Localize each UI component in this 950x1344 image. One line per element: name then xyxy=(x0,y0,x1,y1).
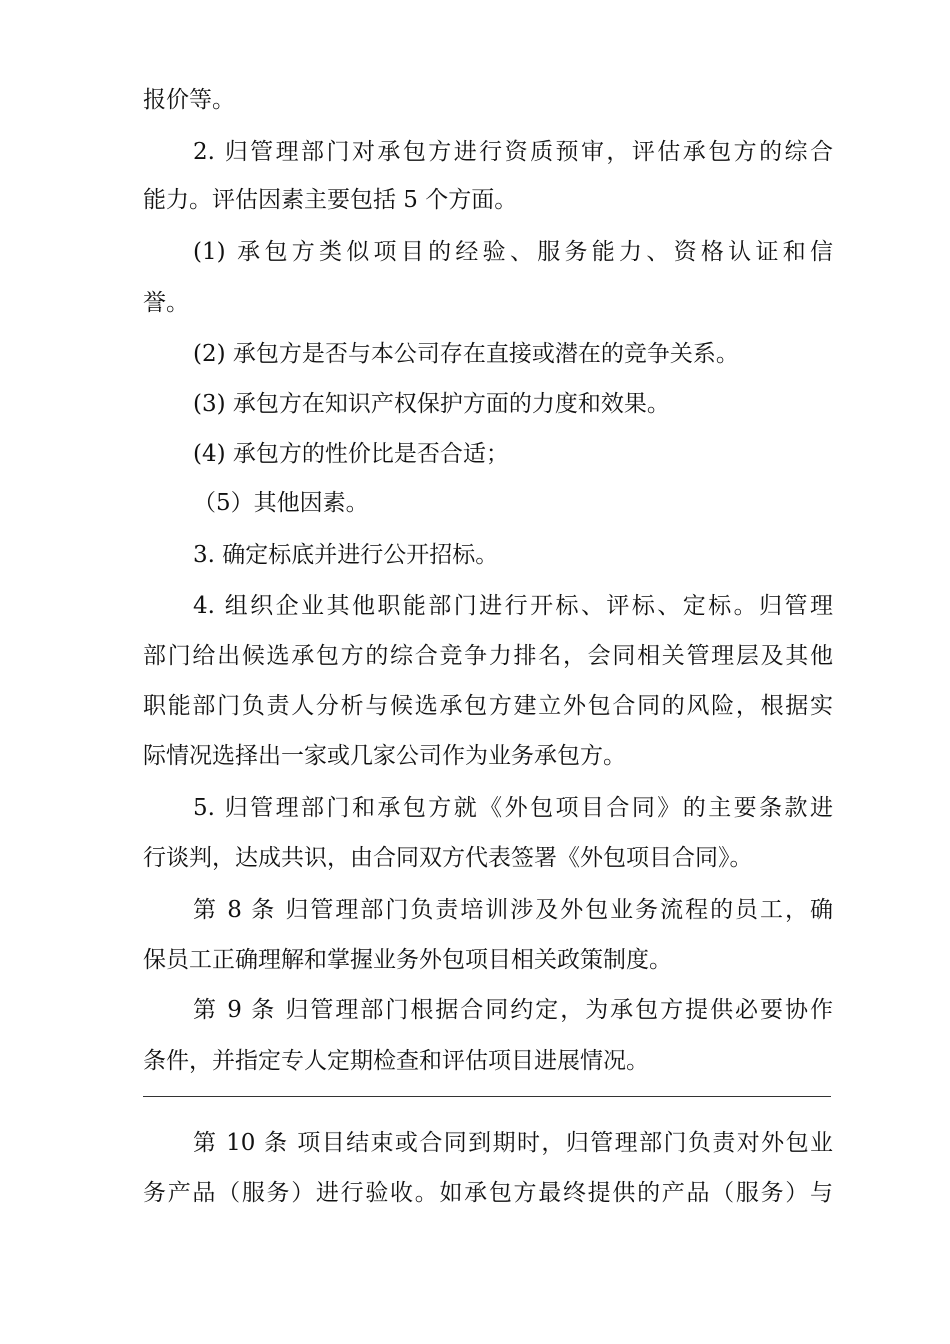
text-line-11: 4. 组织企业其他职能部门进行开标、评标、定标。归管理 xyxy=(193,593,833,619)
horizontal-divider xyxy=(143,1096,831,1097)
text-line-3: 能力。评估因素主要包括 5 个方面。 xyxy=(143,187,518,213)
text-line-20: 条件，并指定专人定期检查和评估项目进展情况。 xyxy=(143,1048,649,1074)
text-line-14: 际情况选择出一家或几家公司作为业务承包方。 xyxy=(143,743,626,769)
text-line-4: (1) 承包方类似项目的经验、服务能力、资格认证和信 xyxy=(193,239,833,265)
text-line-15: 5. 归管理部门和承包方就《外包项目合同》的主要条款进 xyxy=(193,795,833,821)
text-line-5: 誉。 xyxy=(143,290,189,316)
text-line-12: 部门给出候选承包方的综合竞争力排名，会同相关管理层及其他 xyxy=(143,643,833,669)
text-line-16: 行谈判，达成共识，由合同双方代表签署《外包项目合同》。 xyxy=(143,845,753,871)
text-line-2: 2. 归管理部门对承包方进行资质预审，评估承包方的综合 xyxy=(193,139,833,165)
text-line-8: (4) 承包方的性价比是否合适； xyxy=(193,441,509,467)
text-line-6: (2) 承包方是否与本公司存在直接或潜在的竞争关系。 xyxy=(193,341,739,367)
text-line-7: (3) 承包方在知识产权保护方面的力度和效果。 xyxy=(193,391,670,417)
text-line-22: 务产品（服务）进行验收。如承包方最终提供的产品（服务）与 xyxy=(143,1180,833,1206)
text-line-13: 职能部门负责人分析与候选承包方建立外包合同的风险，根据实 xyxy=(143,693,833,719)
text-line-10: 3. 确定标底并进行公开招标。 xyxy=(193,542,499,568)
text-line-1: 报价等。 xyxy=(143,87,235,113)
text-line-18: 保员工正确理解和掌握业务外包项目相关政策制度。 xyxy=(143,947,672,973)
text-line-21: 第 10 条 项目结束或合同到期时，归管理部门负责对外包业 xyxy=(193,1130,833,1156)
text-line-9: （5）其他因素。 xyxy=(193,490,369,516)
text-line-19: 第 9 条 归管理部门根据合同约定，为承包方提供必要协作 xyxy=(193,997,833,1023)
text-line-17: 第 8 条 归管理部门负责培训涉及外包业务流程的员工，确 xyxy=(193,897,833,923)
